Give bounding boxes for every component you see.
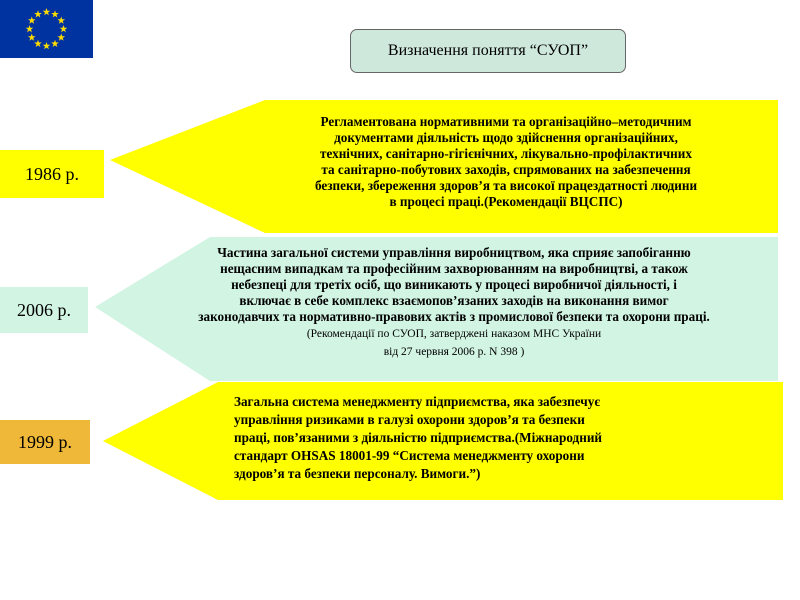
year-1986-text: 1986 р. xyxy=(25,163,79,184)
definition-line: стандарт OHSAS 18001-99 “Система менеджменту охорони xyxy=(234,448,585,463)
definition-line: безпеки, збереження здоров’я та високої працездатності людини xyxy=(314,178,698,193)
definition-line: Регламентована нормативними та організаційно–методичним xyxy=(320,114,692,129)
page-title-text: Визначення поняття “СУОП” xyxy=(387,42,589,59)
year-2006-text: 2006 р. xyxy=(17,299,71,320)
definition-line: управління ризиками в галузі охорони здоров’я та безпеки xyxy=(234,412,585,427)
reference-line: від 27 червня 2006 р. N 398 ) xyxy=(383,346,525,358)
definition-1986 xyxy=(256,114,756,210)
definition-line: законодавчих та нормативно-правових актів з промислової безпеки та охорони праці. xyxy=(198,309,710,324)
definition-line: праці, пов’язаними з діяльністю підприємства.(Міжнародний xyxy=(234,430,603,445)
reference-line: (Рекомендації по СУОП, затверджені наказом МНС України xyxy=(306,328,602,340)
definition-line: в процесі праці.(Рекомендації ВЦСПС) xyxy=(389,194,623,209)
definition-line: Частина загальної системи управління виробництвом, яка сприяє запобіганню xyxy=(217,245,691,260)
year-label-2006 xyxy=(0,287,88,333)
definition-line: здоров’я та безпеки персоналу. Вимоги.”) xyxy=(234,466,481,481)
definition-line: нещасним випадкам та професійним захворюванням на виробництві, а також xyxy=(220,261,688,276)
year-label-1986 xyxy=(0,150,104,198)
definition-line: та санітарно-побутових заходів, спрямованих на забезпечення xyxy=(321,162,691,177)
definition-line: включає в себе комплекс взаємопов’язаних заходів на виконання вимог xyxy=(239,293,669,308)
definition-line: документами діяльність щодо здійснення організаційних, xyxy=(334,130,678,145)
definition-1999 xyxy=(234,393,704,483)
year-1999-text: 1999 р. xyxy=(18,431,72,452)
definition-line: технічних, санітарно-гігієнічних, лікувально-профілактичних xyxy=(320,146,692,161)
definition-line: Загальна система менеджменту підприємства, яка забезпечує xyxy=(234,394,601,409)
definition-line: небезпеці для третіх осіб, що виникають у процесі виробничої діяльності, і xyxy=(231,277,677,292)
definition-2006 xyxy=(132,245,776,361)
year-label-1999 xyxy=(0,420,90,464)
